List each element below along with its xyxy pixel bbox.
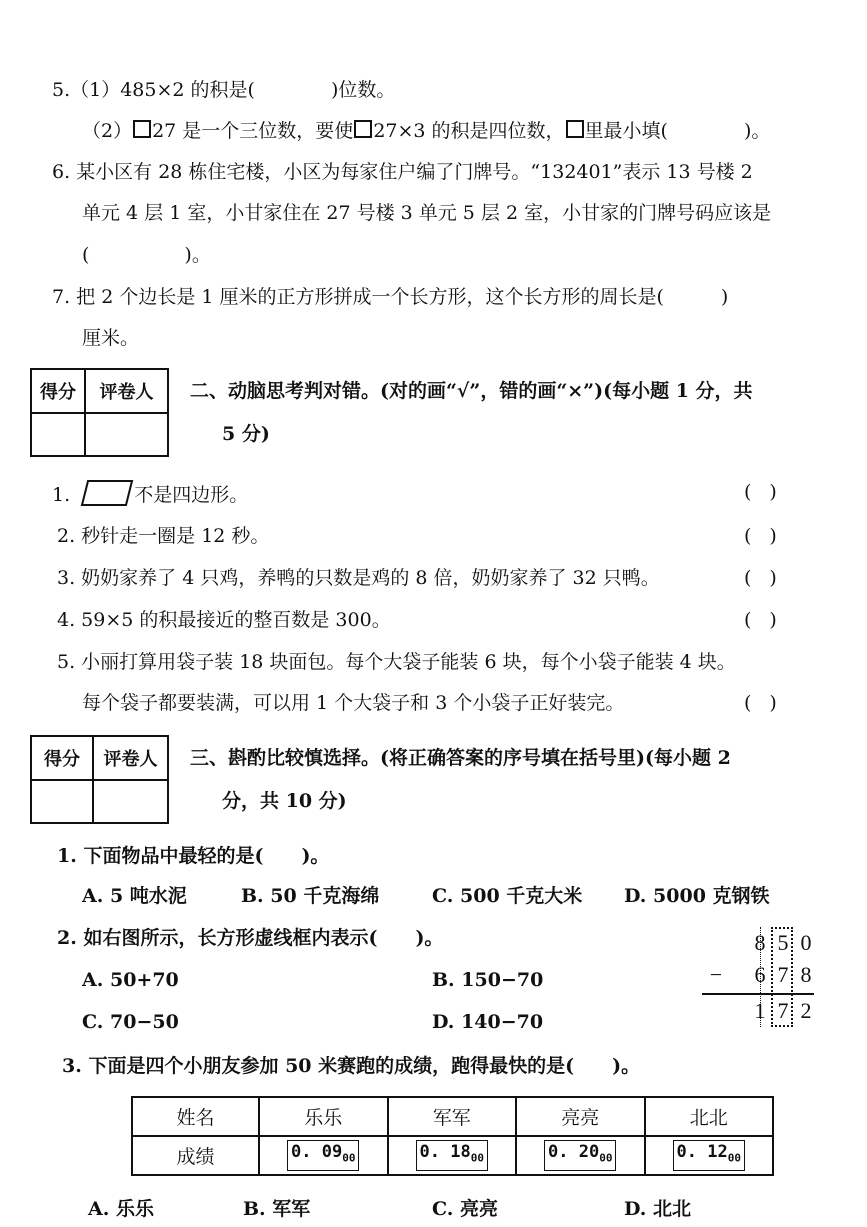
judge-question-1-text: 不是四边形。: [134, 484, 249, 506]
judge-question-5-line1: 5. 小丽打算用袋子装 18 块面包。每个大袋子能装 6 块，每个小袋子能装 4 块。: [57, 651, 736, 673]
judge-question-2: 2. 秒针走一圈是 12 秒。: [57, 525, 270, 547]
race-results-table: [131, 1096, 774, 1176]
score-box-part2: [30, 368, 169, 457]
time-cell-lele: [259, 1136, 388, 1175]
time-cell-beibei: [645, 1136, 774, 1175]
time-main: 0. 20: [548, 1142, 600, 1163]
choice-2-option-c[interactable]: C. 70−50: [82, 1011, 179, 1033]
judge-question-1: [52, 479, 248, 508]
dotted-divider: [760, 927, 761, 1027]
judge-question-4: 4. 59×5 的积最接近的整百数是 300。: [57, 609, 391, 631]
question-7-line1: 7. 把 2 个边长是 1 厘米的正方形拼成一个长方形，这个长方形的周长是( ): [52, 286, 729, 308]
time-sub: 00: [342, 1151, 356, 1165]
digit-r2-c3: 8: [800, 962, 812, 987]
question-5-2-text-a: 27 是一个三位数，要使: [152, 120, 354, 142]
stopwatch-reading: [287, 1140, 359, 1170]
blank-square-icon: [566, 120, 584, 138]
subtraction-line: [702, 993, 814, 995]
choice-1-option-d[interactable]: D. 5000 克钢铁: [624, 885, 770, 907]
time-main: 0. 12: [676, 1142, 728, 1163]
time-cell-junjun: [388, 1136, 517, 1175]
answer-paren-4[interactable]: (): [744, 609, 795, 631]
grader-label: 评卷人: [103, 749, 158, 770]
table-header-lele: 乐乐: [259, 1097, 388, 1136]
choice-1-option-b[interactable]: B. 50 千克海绵: [241, 885, 380, 907]
table-row: [132, 1136, 773, 1175]
question-6-line3: ( )。: [82, 244, 211, 266]
choice-3-option-a[interactable]: A. 乐乐: [88, 1198, 154, 1220]
digit-r2-c2: 7: [777, 962, 789, 987]
answer-paren-1[interactable]: (): [744, 481, 795, 503]
question-5-2-prefix: （2）: [82, 120, 133, 142]
answer-paren-5[interactable]: (): [744, 692, 795, 714]
stopwatch-reading: [544, 1140, 616, 1170]
time-main: 0. 18: [419, 1142, 471, 1163]
section-2-title-line2: 5 分): [222, 423, 270, 445]
digit-r3-c3: 2: [800, 998, 812, 1023]
question-6-line2: 单元 4 层 1 室，小甘家住在 27 号楼 3 单元 5 层 2 室，小甘家的门牌号码应该是: [82, 202, 772, 224]
section-3-title-line1: 三、斟酌比较慎选择。(将正确答案的序号填在括号里)(每小题 2: [190, 747, 731, 769]
dotted-rectangle: [771, 927, 793, 1027]
time-sub: 00: [599, 1151, 613, 1165]
choice-question-3: 3. 下面是四个小朋友参加 50 米赛跑的成绩，跑得最快的是( )。: [62, 1055, 641, 1077]
section-3-title-line2: 分，共 10 分): [222, 790, 347, 812]
answer-paren-3[interactable]: (): [744, 567, 795, 589]
table-header-name: 姓名: [132, 1097, 259, 1136]
table-header-liangliang: 亮亮: [516, 1097, 645, 1136]
answer-paren-2[interactable]: (): [744, 525, 795, 547]
choice-2-option-b[interactable]: B. 150−70: [432, 969, 544, 991]
score-label: 得分: [40, 382, 76, 403]
question-5-2-text-b: 27×3 的积是四位数，: [373, 120, 565, 142]
choice-2-option-a[interactable]: A. 50+70: [82, 969, 179, 991]
table-row: [132, 1097, 773, 1136]
choice-1-option-a[interactable]: A. 5 吨水泥: [82, 885, 187, 907]
score-label: 得分: [44, 749, 80, 770]
digit-r3-c2: 7: [777, 998, 789, 1023]
time-cell-liangliang: [516, 1136, 645, 1175]
choice-3-option-d[interactable]: D. 北北: [624, 1198, 692, 1220]
question-5-2: [82, 118, 770, 144]
blank-square-icon: [354, 120, 372, 138]
choice-1-option-c[interactable]: C. 500 千克大米: [432, 885, 583, 907]
digit-r1-c2: 5: [777, 930, 789, 955]
question-7-line2: 厘米。: [82, 327, 140, 349]
choice-3-option-c[interactable]: C. 亮亮: [432, 1198, 499, 1220]
choice-question-2: 2. 如右图所示，长方形虚线框内表示( )。: [57, 927, 444, 949]
table-header-beibei: 北北: [645, 1097, 774, 1136]
judge-question-1-prefix: 1.: [52, 484, 71, 506]
judge-question-3: 3. 奶奶家养了 4 只鸡，养鸭的只数是鸡的 8 倍，奶奶家养了 32 只鸭。: [57, 567, 660, 589]
parallelogram-icon: [80, 479, 134, 507]
digit-r2-c1: 6: [754, 962, 766, 987]
choice-2-option-d[interactable]: D. 140−70: [432, 1011, 544, 1033]
question-5-2-text-c: 里最小填( )。: [584, 120, 771, 142]
stopwatch-reading: [416, 1140, 488, 1170]
choice-question-1: 1. 下面物品中最轻的是( )。: [57, 845, 330, 867]
time-main: 0. 09: [291, 1142, 343, 1163]
table-row-label: 成绩: [132, 1136, 259, 1175]
grader-label: 评卷人: [99, 382, 154, 403]
stopwatch-reading: [673, 1140, 745, 1170]
blank-square-icon: [133, 120, 151, 138]
time-sub: 00: [470, 1151, 484, 1165]
time-sub: 00: [727, 1151, 741, 1165]
digit-r3-c1: 1: [754, 998, 766, 1023]
question-5-1: 5.（1）485×2 的积是( )位数。: [52, 79, 396, 101]
score-box-part3: [30, 735, 169, 824]
digit-r1-c3: 0: [800, 930, 812, 955]
choice-3-option-b[interactable]: B. 军军: [243, 1198, 311, 1220]
minus-sign: −: [709, 962, 723, 987]
digit-r1-c1: 8: [754, 930, 766, 955]
table-header-junjun: 军军: [388, 1097, 517, 1136]
question-6-line1: 6. 某小区有 28 栋住宅楼，小区为每家住户编了门牌号。“132401”表示 13 号楼 2: [52, 161, 753, 183]
judge-question-5-line2: 每个袋子都要装满，可以用 1 个大袋子和 3 个小袋子正好装完。: [82, 692, 625, 714]
section-2-title-line1: 二、动脑思考判对错。(对的画“√”，错的画“×”)(每小题 1 分，共: [190, 380, 753, 402]
